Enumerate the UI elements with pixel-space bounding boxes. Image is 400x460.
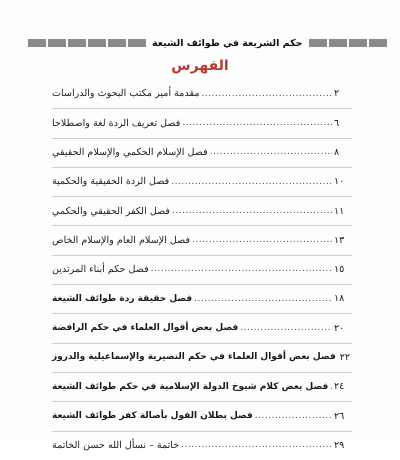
toc-dot-leader: [172, 207, 332, 216]
toc-entry[interactable]: [52, 314, 352, 343]
toc-heading: الفهرس: [171, 58, 229, 74]
toc-entry-title: فصل بطلان القول بأصالة كفر طوائف الشيعة: [52, 410, 253, 421]
toc-entry-title: فصل حقيقة ردة طوائف الشيعة: [52, 293, 193, 304]
toc-entry[interactable]: [52, 168, 352, 197]
toc-entry[interactable]: [52, 256, 352, 285]
toc-entry-title: خاتمة – نسأل الله حسن الخاتمة: [52, 439, 180, 451]
toc-dot-leader: [240, 324, 332, 333]
toc-dot-leader: [194, 295, 332, 304]
toc-entry-page-number: ٦: [334, 117, 340, 129]
table-of-contents: [52, 80, 352, 460]
toc-dot-leader: [181, 441, 332, 450]
toc-dot-leader: [201, 90, 332, 99]
toc-dot-leader: [171, 178, 332, 187]
toc-entry[interactable]: [52, 226, 352, 255]
toc-entry-page-number: ١٨: [334, 293, 345, 305]
toc-entry[interactable]: [52, 139, 352, 168]
toc-dot-leader: [255, 412, 332, 421]
toc-entry-title: فصل حكم أبناء المرتدين: [52, 264, 149, 276]
toc-entry[interactable]: [52, 402, 352, 431]
toc-entry-title: فصل الإسلام العام والإسلام الخاص: [52, 234, 191, 246]
toc-entry-title: فصل بعض كلام شيوخ الدولة الإسلامية في حكم طوائف الشيعة: [52, 381, 329, 392]
toc-entry-page-number: ١٠: [334, 176, 345, 188]
toc-entry-page-number: ١٥: [334, 264, 345, 276]
toc-entry[interactable]: [52, 432, 352, 460]
toc-entry-title: فصل الإسلام الحكمي والإسلام الحقيقي: [52, 146, 208, 158]
toc-entry[interactable]: [52, 80, 352, 109]
toc-entry[interactable]: [52, 285, 352, 314]
toc-entry-page-number: ٢٦: [334, 410, 345, 422]
toc-dot-leader: [210, 148, 332, 157]
toc-entry-title: فصل الردة الحقيقية والحكمية: [52, 176, 170, 188]
running-title: حكم الشريعة في طوائف الشيعة: [152, 37, 303, 49]
toc-entry-page-number: ٢: [334, 88, 340, 100]
toc-entry-page-number: ٨: [334, 146, 340, 158]
toc-entry[interactable]: [52, 197, 352, 226]
toc-entry-title: مقدمة أمير مكتب البحوث والدراسات: [52, 88, 200, 100]
toc-entry-title: فصل تعريف الردة لغة واصطلاحا: [52, 117, 181, 129]
toc-entry-page-number: ٢٩: [334, 439, 345, 451]
toc-entry-page-number: ٢٢: [339, 352, 351, 364]
toc-entry[interactable]: [52, 109, 352, 138]
header-decoration-right: [309, 39, 387, 47]
toc-entry-page-number: ١١: [334, 205, 345, 217]
toc-dot-leader: [330, 383, 332, 392]
toc-dot-leader: [192, 236, 332, 245]
running-header: [28, 36, 373, 50]
toc-entry[interactable]: [52, 344, 352, 373]
toc-entry-title: فصل بعض أقوال العلماء في حكم النصيرية والإسماعيلية والدروز: [52, 352, 336, 363]
toc-dot-leader: [151, 265, 332, 274]
toc-entry-page-number: ١٣: [334, 234, 345, 246]
toc-dot-leader: [182, 119, 332, 128]
header-decoration-left: [28, 39, 146, 47]
toc-entry-page-number: ٢٠: [334, 322, 345, 334]
toc-entry-page-number: ٢٤: [334, 381, 345, 393]
toc-entry[interactable]: [52, 373, 352, 402]
toc-entry-title: فصل بعض أقوال العلماء في حكم الرافضة: [52, 323, 239, 334]
toc-entry-title: فصل الكفر الحقيقي والحكمي: [52, 205, 170, 217]
